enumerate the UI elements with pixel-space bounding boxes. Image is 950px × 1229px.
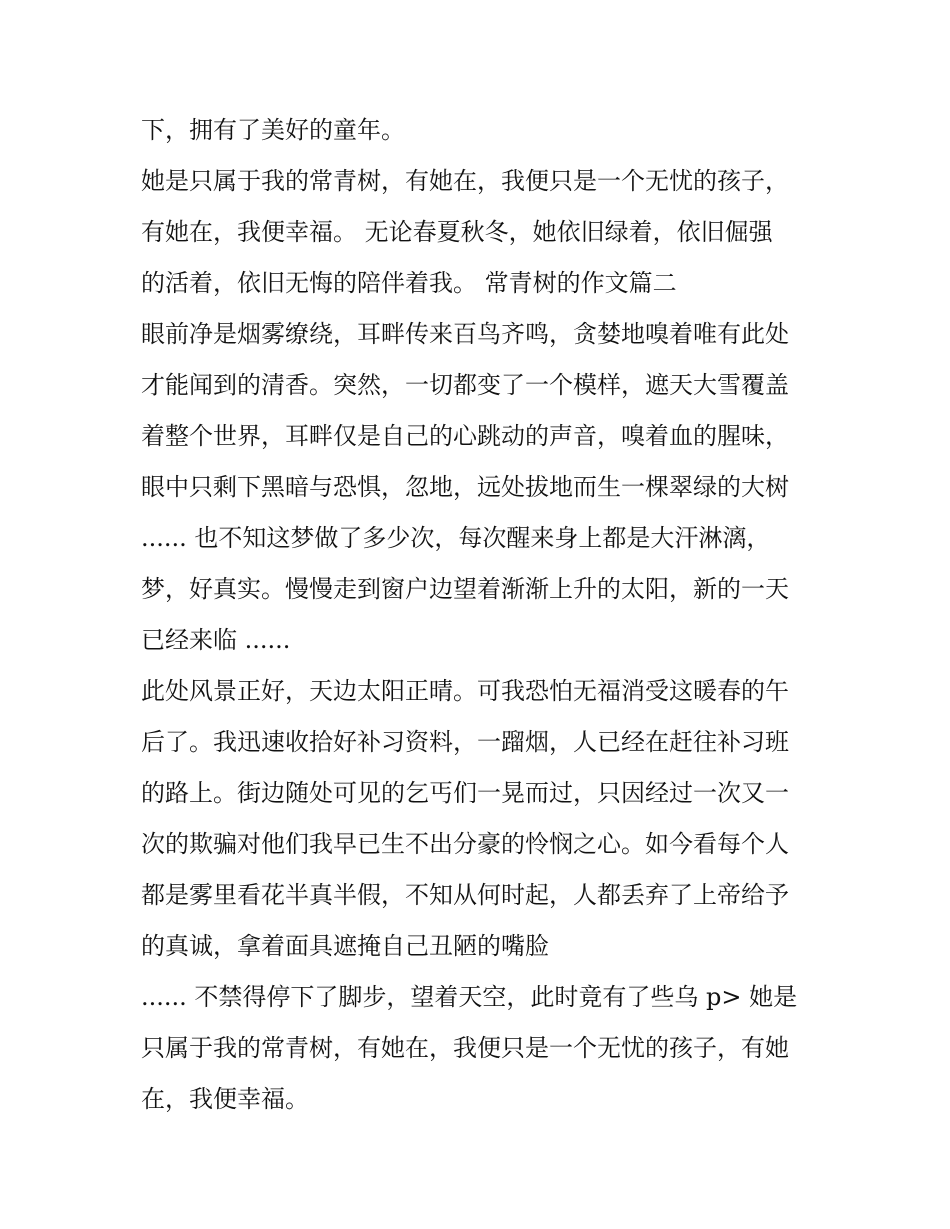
text-line: 着整个世界，耳畔仅是自己的心跳动的声音，嗅着血的腥味， [141, 422, 789, 450]
text-line: 此处风景正好，天边太阳正晴。可我恐怕无福消受这暖春的午 [141, 677, 789, 705]
text-line: 已经来临 ...... [141, 626, 291, 654]
text-line: 她是只属于我的常青树，有她在，我便只是一个无忧的孩子， [141, 167, 789, 195]
text-line: 的活着，依旧无悔的陪伴着我。 常青树的作文篇二 [141, 269, 677, 297]
text-line: ...... 不禁得停下了脚步，望着天空，此时竟有了些乌 p> 她是 [141, 983, 798, 1011]
text-line: 次的欺骗对他们我早已生不出分豪的怜悯之心。如今看每个人 [141, 830, 789, 858]
text-line: 有她在，我便幸福。 无论春夏秋冬，她依旧绿着，依旧倔强 [141, 218, 773, 246]
text-line: 只属于我的常青树，有她在，我便只是一个无忧的孩子，有她 [141, 1034, 789, 1062]
text-line: 才能闻到的清香。突然，一切都变了一个模样，遮天大雪覆盖 [141, 371, 789, 399]
text-line: 在，我便幸福。 [141, 1085, 309, 1113]
text-line: ...... 也不知这梦做了多少次，每次醒来身上都是大汗淋漓， [141, 524, 771, 552]
text-line: 下，拥有了美好的童年。 [141, 116, 405, 144]
text-line: 的真诚，拿着面具遮掩自己丑陋的嘴脸 [141, 932, 549, 960]
text-line: 的路上。街边随处可见的乞丐们一晃而过，只因经过一次又一 [141, 779, 789, 807]
text-line: 都是雾里看花半真半假，不知从何时起，人都丢弃了上帝给予 [141, 881, 789, 909]
text-line: 眼前净是烟雾缭绕，耳畔传来百鸟齐鸣，贪婪地嗅着唯有此处 [141, 320, 789, 348]
text-line: 梦，好真实。慢慢走到窗户边望着渐渐上升的太阳，新的一天 [141, 575, 789, 603]
body-text [141, 108, 821, 1128]
text-line: 眼中只剩下黑暗与恐惧，忽地，远处拔地而生一棵翠绿的大树 [141, 473, 789, 501]
text-line: 后了。我迅速收拾好补习资料，一蹓烟，人已经在赶往补习班 [141, 728, 789, 756]
